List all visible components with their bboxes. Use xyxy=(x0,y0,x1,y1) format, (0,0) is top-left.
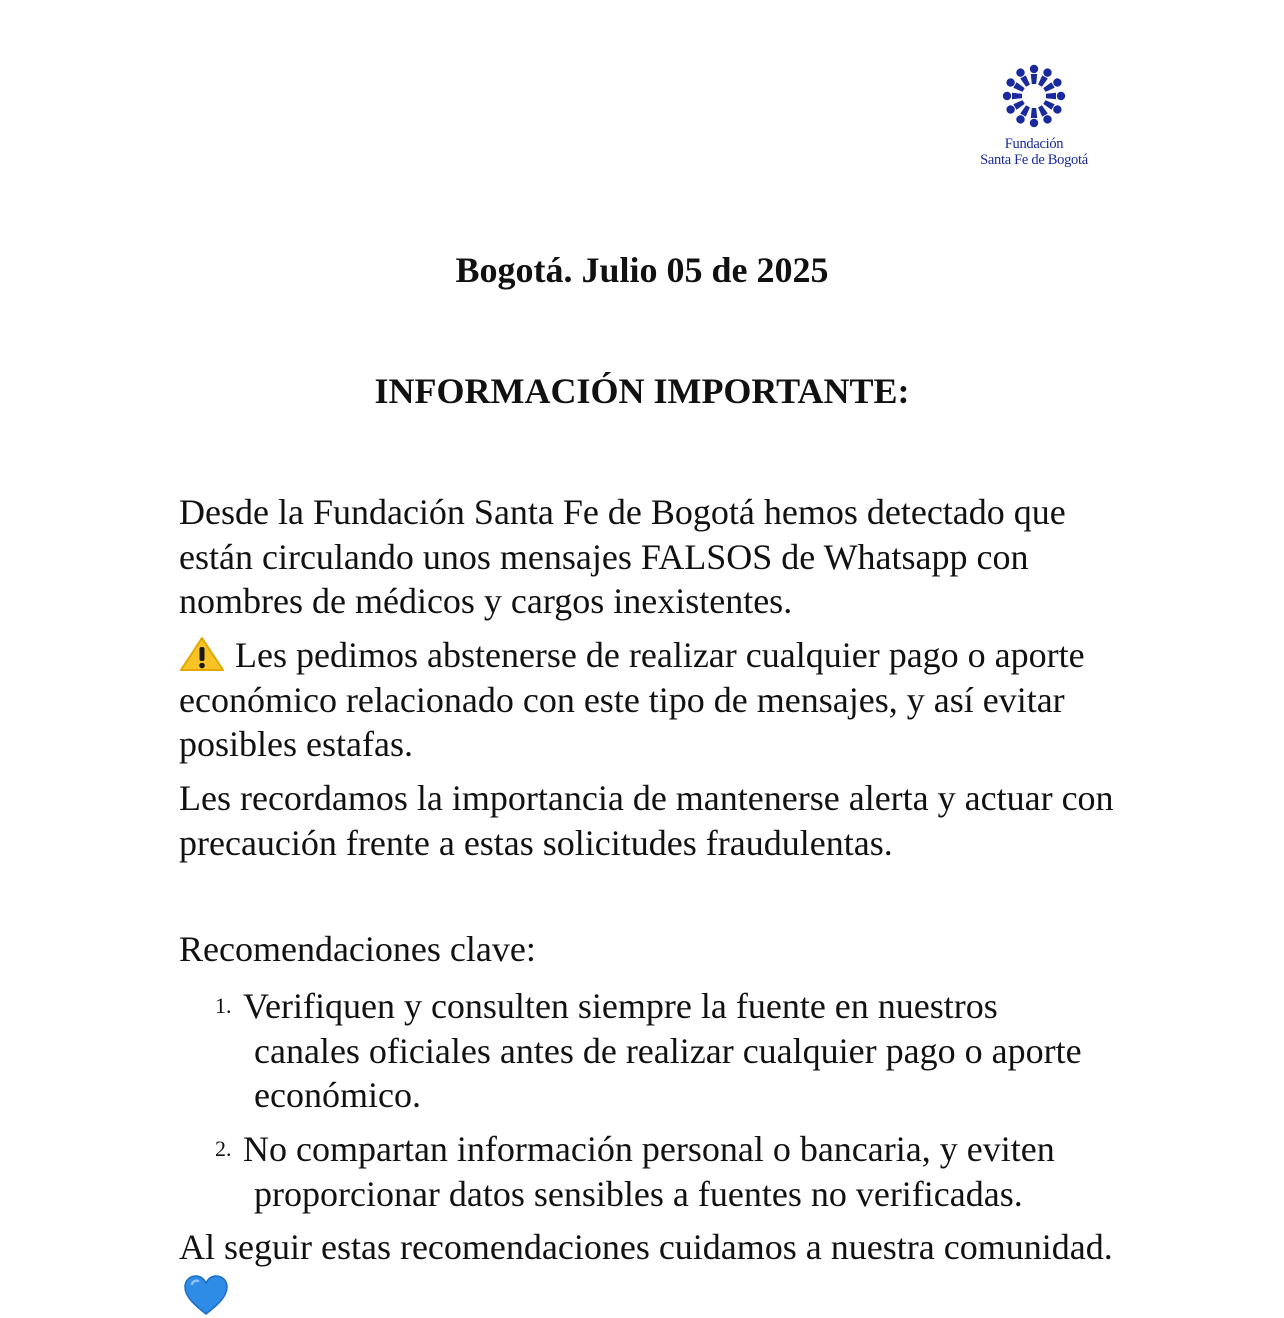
blue-heart-icon xyxy=(183,1274,229,1316)
recommendations-title: Recomendaciones clave: xyxy=(179,929,536,969)
logo-line-1: Fundación xyxy=(1004,136,1064,152)
paragraph-closing-text: Al seguir estas recomendaciones cuidamos a nuestra comunidad. xyxy=(179,1227,1113,1267)
list-number: 2. xyxy=(215,1136,232,1161)
list-item xyxy=(215,1127,1123,1216)
foundation-logo xyxy=(960,58,1108,176)
warning-icon xyxy=(179,636,225,672)
list-item-continuation: canales oficiales antes de realizar cualquier pago o aporte económico. xyxy=(254,1030,1082,1115)
document-date: Bogotá. Julio 05 de 2025 xyxy=(455,250,829,290)
list-number: 1. xyxy=(215,993,232,1018)
foundation-logo-icon xyxy=(1001,63,1067,129)
paragraph-warning xyxy=(179,633,1119,767)
list-item xyxy=(215,984,1123,1118)
paragraph-warning-text: Les pedimos abstenerse de realizar cualquier pago o aporte económico relacionado con este tipo de mensajes, y así evitar posibles estafas. xyxy=(179,635,1085,764)
logo-line-2: Santa Fe de Bogotá xyxy=(980,152,1088,168)
list-item-first-line: No compartan información personal o bancaria, y eviten xyxy=(243,1129,1055,1169)
list-item-first-line: Verifiquen y consulten siempre la fuente en nuestros xyxy=(243,986,998,1026)
list-item-continuation: proporcionar datos sensibles a fuentes no verificadas. xyxy=(254,1173,1023,1214)
document-heading: INFORMACIÓN IMPORTANTE: xyxy=(374,371,910,411)
paragraph-closing xyxy=(179,1225,1119,1316)
paragraph-detection: Desde la Fundación Santa Fe de Bogotá hemos detectado que están circulando unos mensajes FALSOS de Whatsapp con nombres de médicos y cargos inexistentes. xyxy=(179,492,1066,621)
foundation-logo-text xyxy=(960,136,1108,168)
paragraph-reminder: Les recordamos la importancia de mantenerse alerta y actuar con precaución frente a estas solicitudes fraudulentas. xyxy=(179,778,1114,863)
